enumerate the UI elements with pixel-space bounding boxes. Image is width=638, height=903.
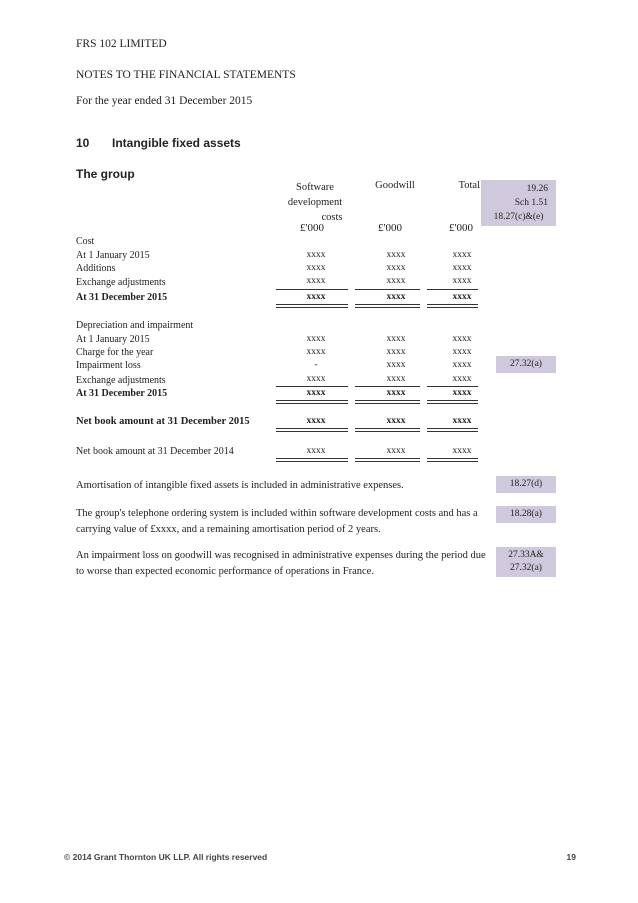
ref-box-amortisation: 18.27(d) [496,476,556,493]
dep-row-label: Exchange adjustments [76,375,166,386]
dep-row-goodwill: xxxx [386,334,406,344]
unit-goodwill: £'000 [378,222,402,234]
rule [427,289,478,290]
nbv-2014-software: xxxx [306,446,326,456]
cost-row-software: xxxx [306,250,326,260]
nbv-2014-total: xxxx [452,446,472,456]
cost-total-total: xxxx [452,292,472,302]
dep-row-software: xxxx [306,374,326,384]
cost-row-goodwill: xxxx [386,263,406,273]
dep-row-label: At 1 January 2015 [76,334,150,345]
double-rule [427,458,478,462]
dep-row-total: xxxx [452,374,472,384]
company-name: FRS 102 LIMITED [76,38,167,50]
dep-total-label: At 31 December 2015 [76,388,168,399]
col-header-goodwill: Goodwill [375,180,415,191]
col-header-software-l3: costs [321,212,343,223]
paragraph-impairment: An impairment loss on goodwill was recognised in administrative expenses during the period due to worse than expected economic performance of operations in France. [76,550,486,577]
dep-row-software: xxxx [306,334,326,344]
depreciation-label: Depreciation and impairment [76,320,194,331]
cost-row-goodwill: xxxx [386,276,406,286]
col-header-total: Total [458,180,480,191]
section-number: 10 [76,136,90,150]
section-title: Intangible fixed assets [112,136,241,150]
col-header-software [270,180,360,225]
ref-box-top [481,180,556,226]
ref-impairment-note-l1: 27.33A& [508,550,544,560]
dep-row-label: Impairment loss [76,360,141,371]
ref-top-l1: 19.26 [526,184,548,194]
double-rule [427,428,478,432]
double-rule [355,428,420,432]
dep-row-goodwill: xxxx [386,374,406,384]
paragraph-telephone: The group's telephone ordering system is included within software development costs and has a carrying value of £xxxx, and a remaining amortisation period of 2 years. [76,508,478,535]
nbv-2014-goodwill: xxxx [386,446,406,456]
cost-total-software: xxxx [306,292,326,302]
dep-row-total: xxxx [452,347,472,357]
nbv-2015-goodwill: xxxx [386,416,406,426]
dep-row-label: Charge for the year [76,347,154,358]
ref-box-impairment: 27.32(a) [496,356,556,373]
double-rule [276,428,348,432]
cost-row-goodwill: xxxx [386,250,406,260]
cost-total-goodwill: xxxx [386,292,406,302]
cost-row-label: Exchange adjustments [76,277,166,288]
unit-software: £'000 [300,222,324,234]
nbv-2014-label: Net book amount at 31 December 2014 [76,446,234,457]
dep-row-total: xxxx [452,360,472,370]
double-rule [276,458,348,462]
cost-row-label: Additions [76,263,116,274]
footer-copyright: © 2014 Grant Thornton UK LLP. All rights reserved [64,852,268,862]
double-rule [276,304,348,308]
double-rule [355,458,420,462]
dep-total-total: xxxx [452,388,472,398]
page-number: 19 [566,852,576,862]
dep-total-goodwill: xxxx [386,388,406,398]
dep-row-goodwill: xxxx [386,360,406,370]
double-rule [427,304,478,308]
cost-row-software: xxxx [306,263,326,273]
ref-box-telephone: 18.28(a) [496,506,556,523]
subheading-group: The group [76,167,135,181]
rule [276,386,348,387]
double-rule [355,400,420,404]
double-rule [355,304,420,308]
cost-row-total: xxxx [452,276,472,286]
ref-impairment-note-l2: 27.32(a) [510,563,542,573]
unit-total: £'000 [449,222,473,234]
nbv-2015-total: xxxx [452,416,472,426]
rule [355,289,420,290]
ref-top-l2: Sch 1.51 [514,198,548,208]
cost-label: Cost [76,236,95,247]
double-rule [427,400,478,404]
dep-row-goodwill: xxxx [386,347,406,357]
notes-title: NOTES TO THE FINANCIAL STATEMENTS [76,69,296,81]
cost-row-software: xxxx [306,276,326,286]
dep-row-software: - [314,360,318,370]
period-line: For the year ended 31 December 2015 [76,95,253,107]
cost-row-total: xxxx [452,250,472,260]
double-rule [276,400,348,404]
cost-row-total: xxxx [452,263,472,273]
col-header-software-l2: development [287,197,343,208]
cost-row-label: At 1 January 2015 [76,250,150,261]
rule [276,289,348,290]
dep-row-software: xxxx [306,347,326,357]
ref-top-l3: 18.27(c)&(e) [493,212,544,222]
nbv-2015-software: xxxx [306,416,326,426]
paragraph-amortisation: Amortisation of intangible fixed assets is included in administrative expenses. [76,480,404,491]
ref-box-impairment-note [496,547,556,577]
rule [427,386,478,387]
cost-total-label: At 31 December 2015 [76,292,168,303]
dep-row-total: xxxx [452,334,472,344]
nbv-2015-label: Net book amount at 31 December 2015 [76,416,250,427]
col-header-software-l1: Software [296,182,334,193]
rule [355,386,420,387]
dep-total-software: xxxx [306,388,326,398]
